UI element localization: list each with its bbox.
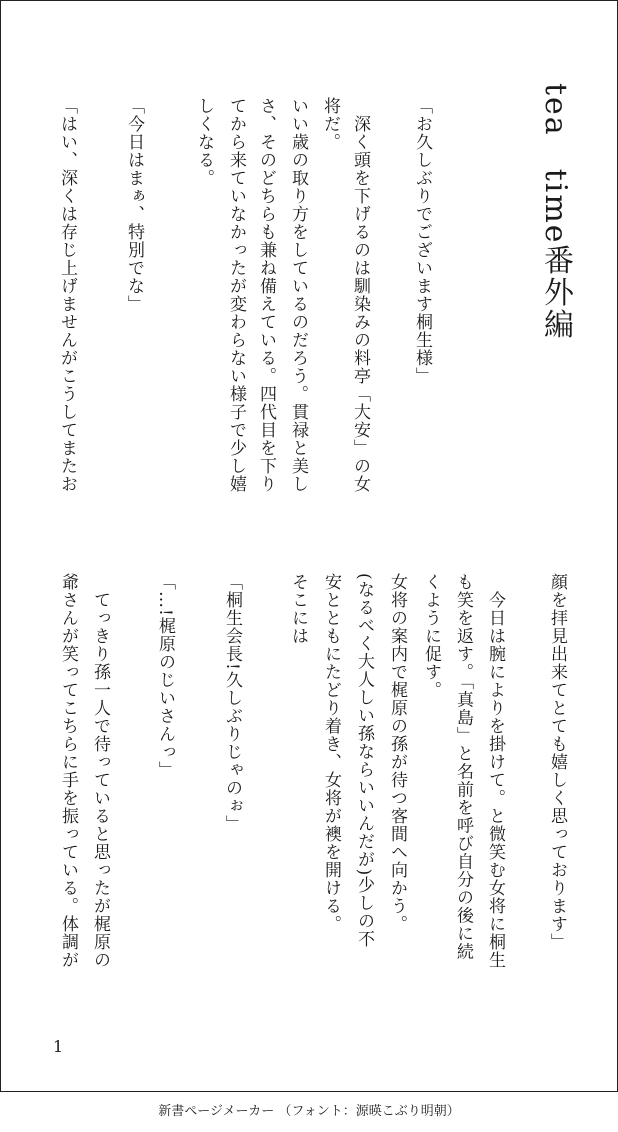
lower-column-6: (なるべく大人しい孫ならいいんだが)少しの不 (354, 573, 374, 949)
lower-column-4: くように促す。 (421, 573, 441, 699)
lower-column-8: そこには (288, 573, 308, 645)
lower-column-2: 今日は腕によりを掛けて。と微笑む女将に桐生 (485, 573, 505, 969)
page-title: tea time番外編 (538, 83, 573, 341)
lower-column-10: 「…!梶原のじいさんっ」 (155, 573, 175, 779)
upper-column-1: 「お久しぶりでございます桐生様」 (412, 97, 432, 385)
page-number: 1 (53, 1037, 64, 1056)
upper-column-8: 「今日はまぁ、特別でな」 (124, 97, 144, 313)
upper-column-2: 深く頭を下げるのは馴染みの料亭「大安」の女 (350, 97, 370, 493)
upper-column-4: いい歳の取り方をしているのだろう。貫禄と美し (288, 97, 308, 493)
lower-column-5: 女将の案内で梶原の孫が待つ客間へ向かう。 (387, 573, 407, 933)
upper-column-6: てから来ていなかったが変わらない様子で少し嬉 (226, 97, 246, 493)
lower-column-11: てっきり孫一人で待っていると思ったが梶原の (90, 573, 110, 969)
upper-column-5: さ、そのどちらも兼ね備えている。四代目を下り (256, 97, 276, 493)
lower-column-3: も笑を返す。「真島」と名前を呼び自分の後に続 (453, 573, 473, 961)
upper-column-9: 「はい、深くは存じ上げませんがこうしてまたお (57, 97, 77, 493)
upper-column-7: しくなる。 (194, 97, 214, 187)
lower-column-1: 顔を拝見出来てとても嬉しく思っております」 (547, 573, 567, 951)
upper-column-3: 将だ。 (320, 97, 340, 151)
lower-column-9: 「桐生会長!久しぶりじゃのぉ」 (222, 573, 242, 833)
lower-column-7: 安とともにたどり着き、女将が襖を開ける。 (321, 573, 341, 933)
footer-credit: 新書ページメーカー （フォント：源暎こぶり明朝） (158, 1104, 460, 1119)
lower-column-12: 爺さんが笑ってこちらに手を振っている。体調が (58, 573, 78, 969)
